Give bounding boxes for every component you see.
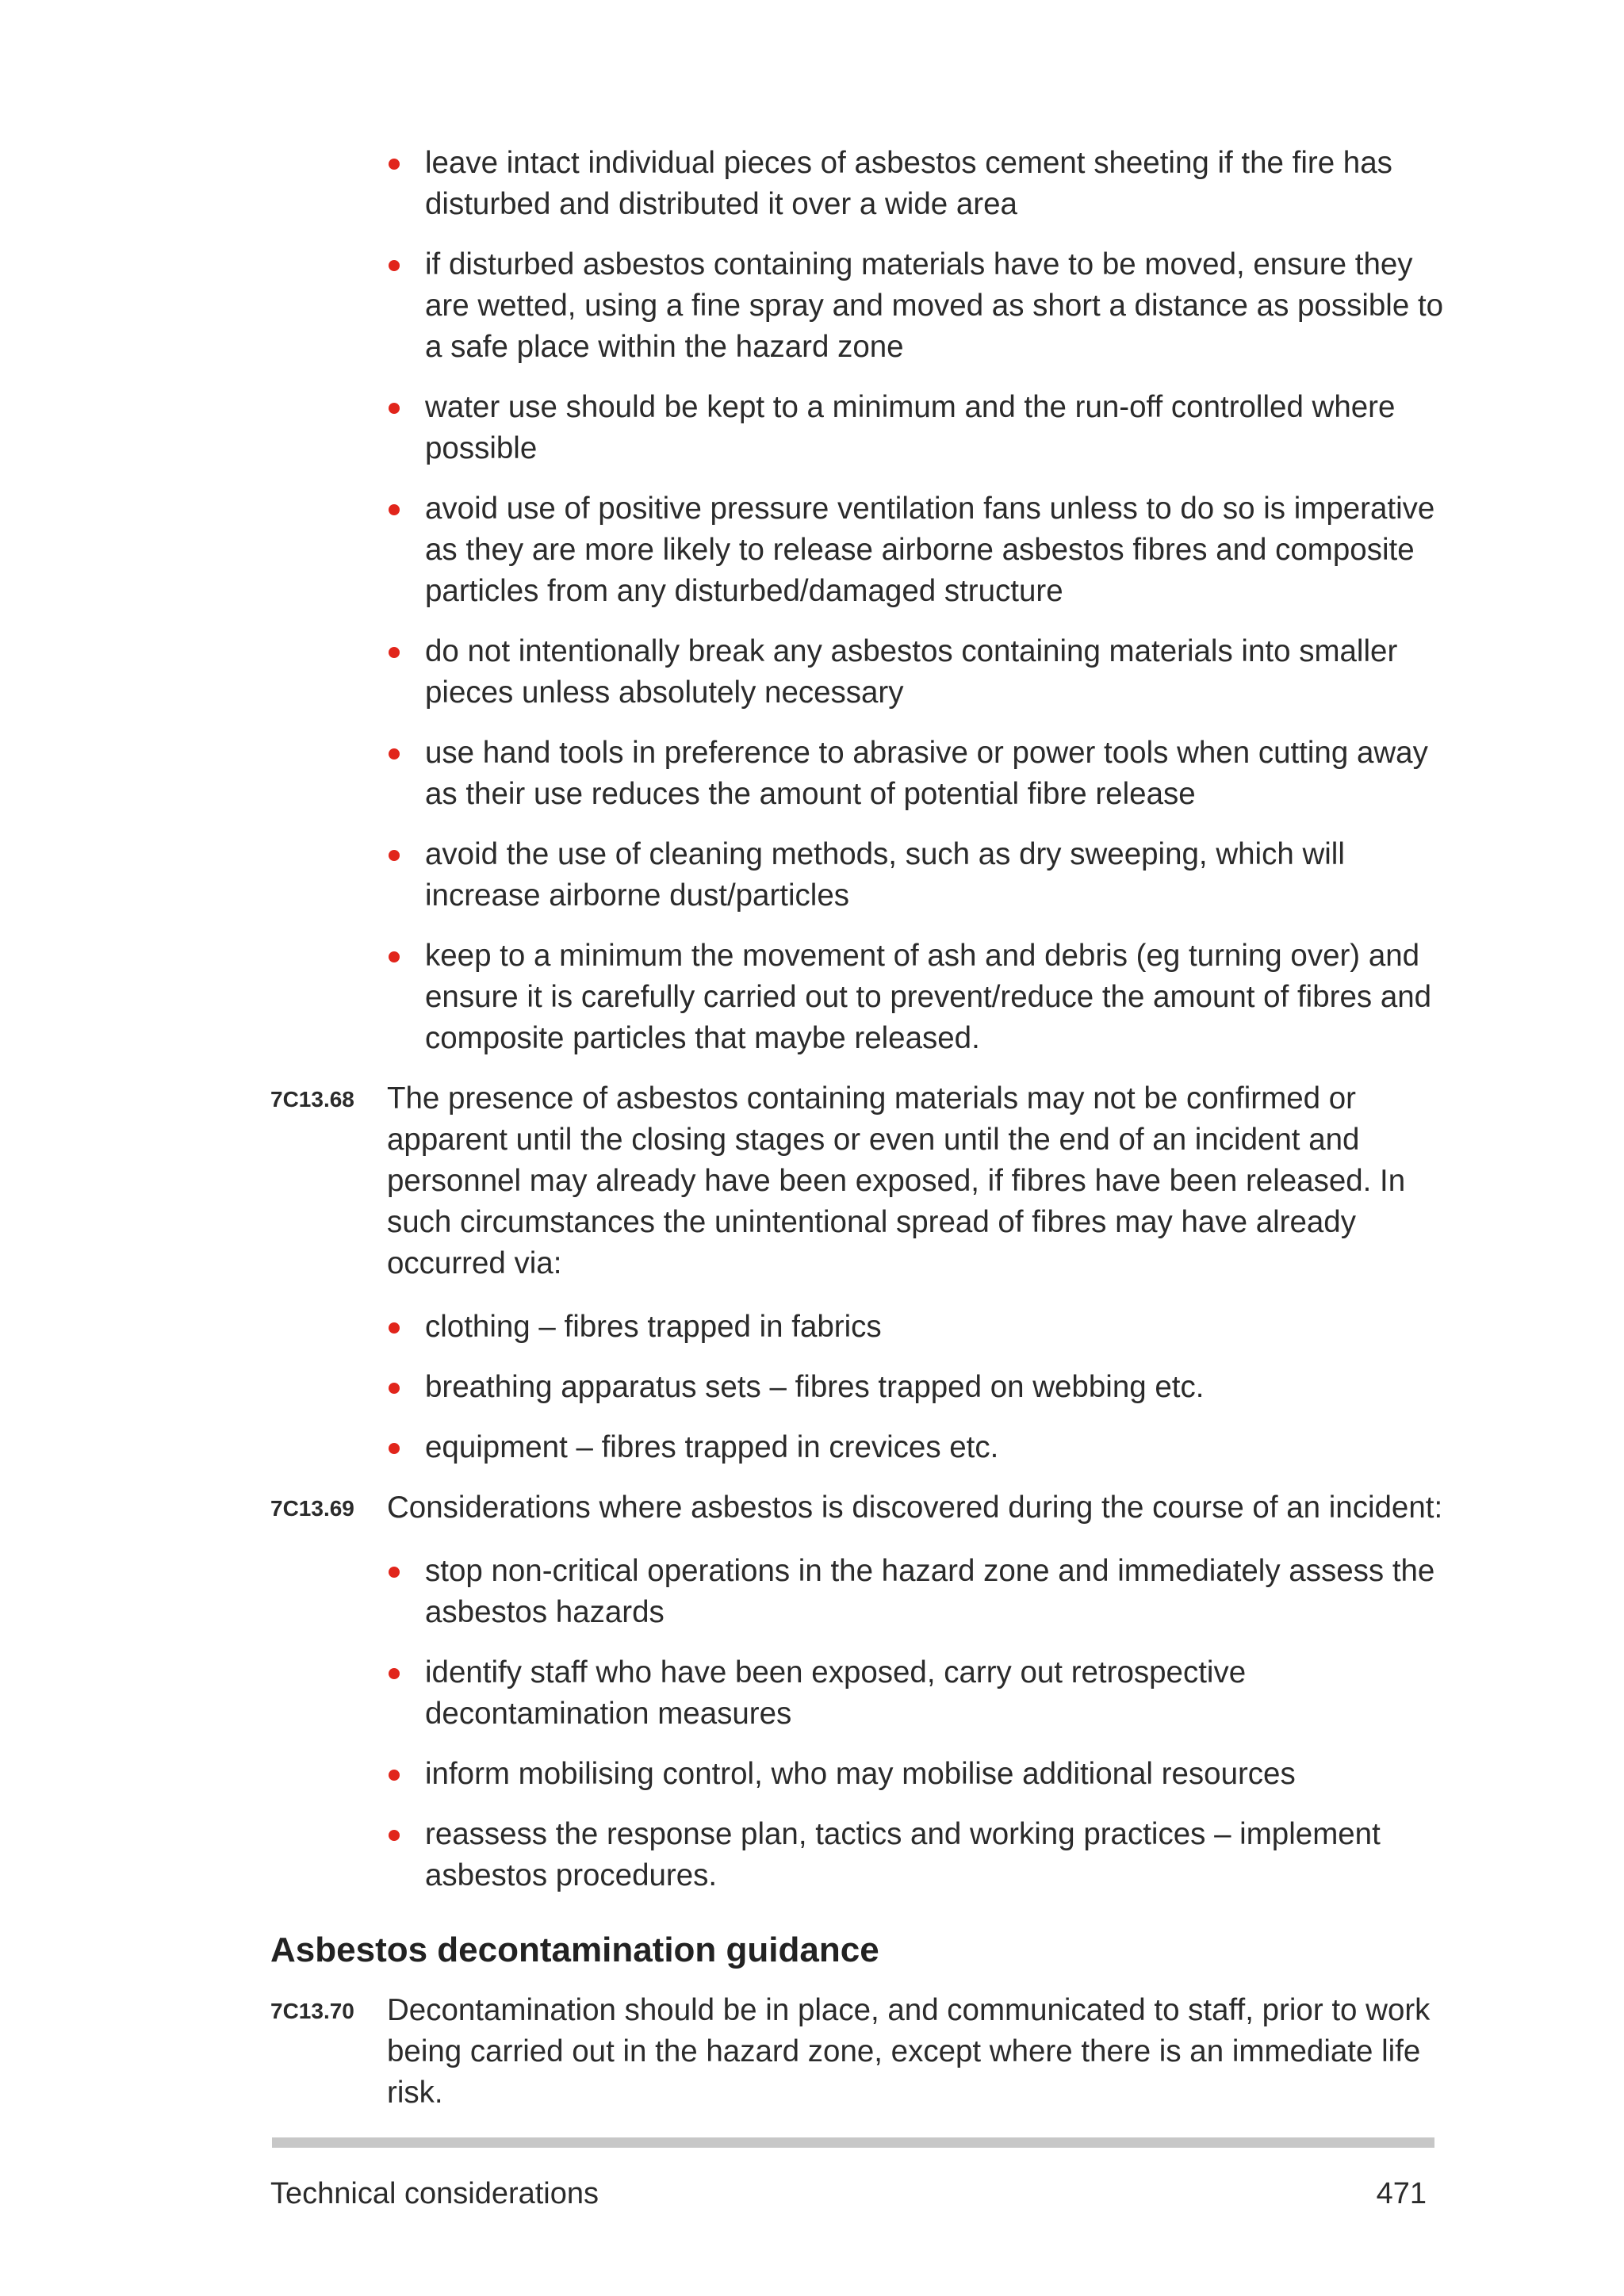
list-item: if disturbed asbestos containing materials have to be moved, ensure they are wetted, using a fine spray and moved as short a distance as possible to a safe place within the hazard zone [387, 244, 1444, 368]
list-item: do not intentionally break any asbestos containing materials into smaller pieces unless absolutely necessary [387, 631, 1444, 714]
bullet-list-considerations [270, 1551, 1444, 1896]
page-number: 471 [1376, 2177, 1427, 2210]
list-item: water use should be kept to a minimum and the run-off controlled where possible [387, 387, 1444, 469]
bullet-list-fibre-spread [270, 1307, 1444, 1468]
page-content [270, 143, 1444, 2136]
footer-divider [272, 2137, 1434, 2148]
list-item: clothing – fibres trapped in fabrics [387, 1307, 1444, 1348]
section-heading: Asbestos decontamination guidance [270, 1931, 879, 1969]
list-item: use hand tools in preference to abrasive or power tools when cutting away as their use reduces the amount of potential fibre release [387, 733, 1444, 815]
list-item: leave intact individual pieces of asbestos cement sheeting if the fire has disturbed and distributed it over a wide area [387, 143, 1444, 225]
list-item: equipment – fibres trapped in crevices etc. [387, 1427, 1444, 1468]
list-item: breathing apparatus sets – fibres trapped on webbing etc. [387, 1367, 1444, 1408]
paragraph-number: 7C13.69 [270, 1496, 354, 1521]
list-item: identify staff who have been exposed, carry out retrospective decontamination measures [387, 1652, 1444, 1735]
footer-section-title: Technical considerations [270, 2177, 599, 2210]
paragraph-text: The presence of asbestos containing materials may not be confirmed or apparent until the closing stages or even until the end of an incident and personnel may already have been exposed, if fibres have been released. In such circumstances the unintentional spread of fibres may have already occurred via: [387, 1081, 1406, 1280]
paragraph-7c13-69 [270, 1487, 1444, 1529]
paragraph-number: 7C13.70 [270, 1999, 354, 2023]
list-item: inform mobilising control, who may mobilise additional resources [387, 1754, 1444, 1795]
list-item: avoid use of positive pressure ventilation fans unless to do so is imperative as they are more likely to release airborne asbestos fibres and composite particles from any disturbed/damaged structure [387, 488, 1444, 612]
list-item: keep to a minimum the movement of ash and debris (eg turning over) and ensure it is carefully carried out to prevent/reduce the amount of fibres and composite particles that maybe released. [387, 936, 1444, 1059]
paragraph-7c13-70 [270, 1990, 1444, 2114]
bullet-list-precautions [270, 143, 1444, 1059]
paragraph-7c13-68 [270, 1078, 1444, 1284]
list-item: stop non-critical operations in the hazard zone and immediately assess the asbestos hazards [387, 1551, 1444, 1633]
paragraph-text: Decontamination should be in place, and communicated to staff, prior to work being carried out in the hazard zone, except where there is an immediate life risk. [387, 1993, 1431, 2110]
list-item: avoid the use of cleaning methods, such as dry sweeping, which will increase airborne dust/particles [387, 834, 1444, 916]
paragraph-text: Considerations where asbestos is discovered during the course of an incident: [387, 1490, 1443, 1525]
paragraph-number: 7C13.68 [270, 1087, 354, 1112]
list-item: reassess the response plan, tactics and working practices – implement asbestos procedures. [387, 1814, 1444, 1896]
